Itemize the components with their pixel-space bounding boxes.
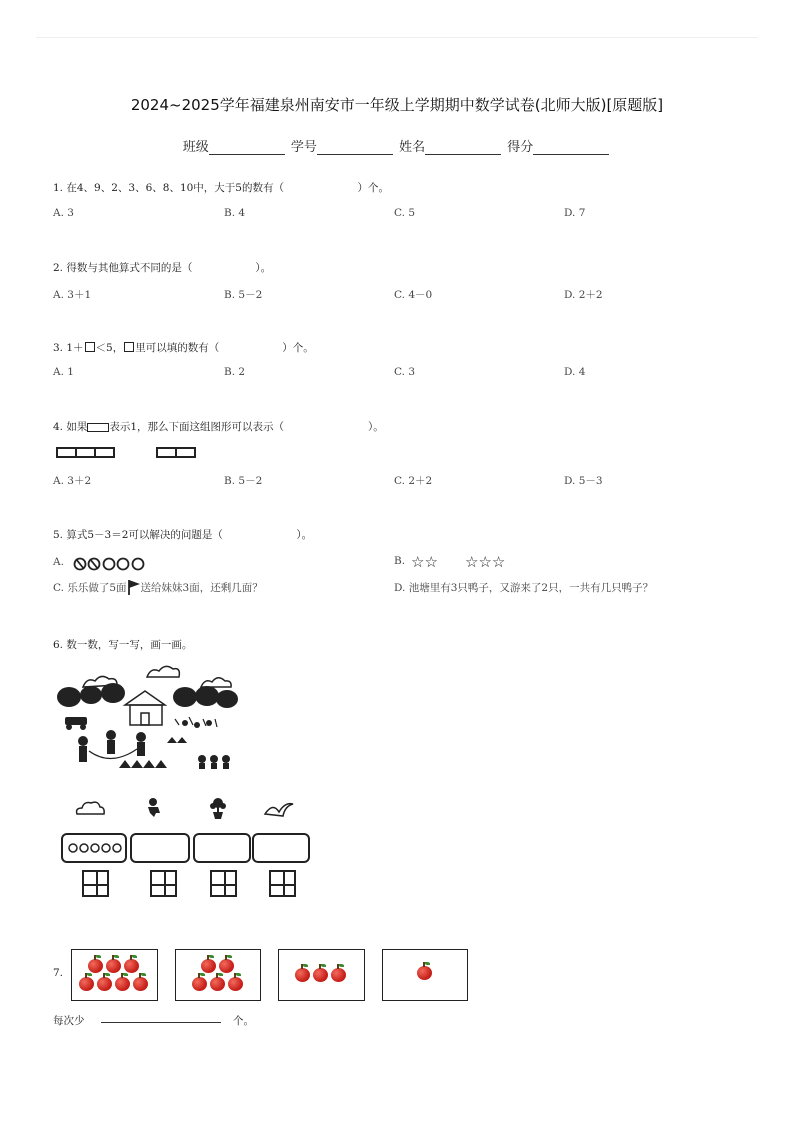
apple-icon: [228, 977, 243, 991]
apple-icon: [210, 977, 225, 991]
answer-box-people[interactable]: [130, 833, 190, 863]
q4-option-d: D. 5－3: [564, 475, 603, 487]
q3-option-d: D. 4: [564, 366, 586, 378]
q4-option-b: B. 5－2: [224, 475, 263, 487]
q5-option-d: D. 池塘里有3只鸭子，又游来了2只，一共有几只鸭子？: [394, 582, 654, 594]
question-6-stem: 6. 数一数，写一写，画一画。: [53, 639, 193, 651]
cloud-icon: [74, 800, 106, 816]
score-label: 得分: [507, 140, 534, 155]
writing-grid-4[interactable]: [269, 870, 296, 897]
flower-pot-icon: [208, 797, 228, 821]
id-label: 学号: [290, 140, 317, 155]
question-3-stem: 3. 1＋ ＜5， 里可以填的数有（ ）个。: [53, 342, 314, 354]
q3-option-c: C. 3: [394, 366, 416, 378]
apple-icon: [97, 977, 112, 991]
apple-icon: [417, 966, 432, 980]
top-rule: [36, 37, 758, 38]
writing-grid-2[interactable]: [150, 870, 177, 897]
question-7-number: 7.: [53, 967, 64, 979]
apple-frame-1: [71, 949, 158, 1001]
apple-icon: [219, 959, 234, 973]
flag-icon: [127, 579, 141, 595]
question-5-stem: 5. 算式5－3＝2可以解决的问题是（ ）。: [53, 529, 313, 541]
name-label: 姓名: [399, 140, 426, 155]
park-scene-illustration: [55, 663, 241, 777]
stars-group-2: ☆☆☆: [465, 553, 506, 571]
writing-grid-3[interactable]: [210, 870, 237, 897]
apple-icon: [79, 977, 94, 991]
blank-square-icon: [124, 342, 134, 352]
q2-option-a: A. 3＋1: [53, 289, 92, 301]
five-dots-figure: [63, 835, 125, 861]
apple-icon: [124, 959, 139, 973]
q2-option-c: C. 4－0: [394, 289, 433, 301]
q1-option-d: D. 7: [564, 207, 586, 219]
id-blank[interactable]: [317, 140, 393, 155]
answer-box-flowers[interactable]: [193, 833, 251, 863]
q7-fill-label: 每次少: [53, 1015, 85, 1027]
circles-figure: [73, 557, 151, 571]
q2-option-b: B. 5－2: [224, 289, 263, 301]
apple-icon: [201, 959, 216, 973]
apple-icon: [313, 968, 328, 982]
q5-option-b: B.: [394, 555, 406, 567]
answer-box-birds[interactable]: [252, 833, 310, 863]
q1-option-c: C. 5: [394, 207, 416, 219]
q5-option-a: A.: [53, 556, 64, 568]
class-label: 班级: [182, 140, 209, 155]
q4-option-a: A. 3＋2: [53, 475, 92, 487]
rectangle-icon: [87, 423, 109, 432]
blank-square-icon: [85, 342, 95, 352]
apple-icon: [295, 968, 310, 982]
question-1-stem: 1. 在4、9、2、3、6、8、10中，大于5的数有（ ）个。: [53, 182, 389, 194]
apple-icon: [88, 959, 103, 973]
apple-icon: [331, 968, 346, 982]
apple-frame-4: [382, 949, 468, 1001]
q5-option-c: C. 乐乐做了5面 送给妹妹3面，还剩几面？: [53, 579, 263, 595]
question-2-stem: 2. 得数与其他算式不同的是（ ）。: [53, 262, 272, 274]
page-title: 2024~2025学年福建泉州南安市一年级上学期期中数学试卷(北师大版)[原题版]: [130, 96, 664, 114]
q7-answer-blank[interactable]: [101, 1022, 221, 1023]
apple-icon: [133, 977, 148, 991]
student-info-line: [0, 136, 794, 155]
apple-icon: [106, 959, 121, 973]
question-4-stem: 4. 如果 表示1，那么下面这组图形可以表示（ ）。: [53, 421, 384, 433]
apple-frame-2: [175, 949, 261, 1001]
bird-icon: [263, 802, 295, 818]
q3-option-b: B. 2: [224, 366, 246, 378]
person-icon: [144, 797, 166, 819]
q7-unit-label: 个。: [233, 1015, 254, 1027]
answer-box-clouds[interactable]: [61, 833, 127, 863]
apple-icon: [192, 977, 207, 991]
stars-group-1: ☆☆: [411, 553, 438, 571]
q4-option-c: C. 2＋2: [394, 475, 433, 487]
q3-option-a: A. 1: [53, 366, 74, 378]
score-blank[interactable]: [533, 140, 609, 155]
apple-frame-3: [278, 949, 365, 1001]
q2-option-d: D. 2＋2: [564, 289, 603, 301]
name-blank[interactable]: [425, 140, 501, 155]
rectangles-figure: [56, 446, 206, 460]
writing-grid-1[interactable]: [82, 870, 109, 897]
class-blank[interactable]: [209, 140, 285, 155]
q1-option-a: A. 3: [53, 207, 74, 219]
apple-icon: [115, 977, 130, 991]
q1-option-b: B. 4: [224, 207, 246, 219]
